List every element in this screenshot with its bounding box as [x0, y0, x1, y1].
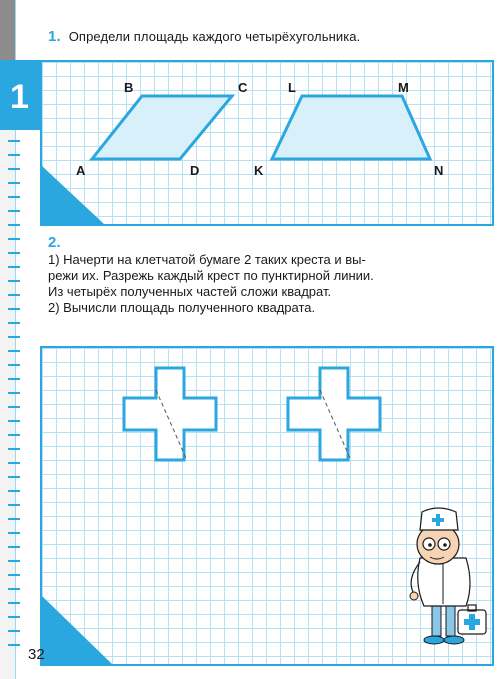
task-2-figures: [42, 348, 492, 664]
cross-shape-2: [288, 368, 380, 460]
task-2-line: Из четырёх полученных частей сложи квадрат.: [48, 284, 332, 299]
task-2-heading: [48, 234, 69, 251]
vertex-label-d: D: [190, 163, 200, 178]
margin-tick: [8, 518, 20, 520]
margin-tick: [8, 140, 20, 142]
margin-tick: [8, 504, 20, 506]
margin-tick: [8, 630, 20, 632]
task-1-heading: [48, 28, 360, 45]
margin-tick: [8, 364, 20, 366]
margin-tick: [8, 434, 20, 436]
margin-tick: [8, 168, 20, 170]
task-2-number: 2.: [48, 234, 61, 251]
margin-tab-gray: [0, 0, 15, 60]
vertex-label-a: A: [76, 163, 86, 178]
vertex-label-c: C: [238, 80, 248, 95]
margin-tick: [8, 294, 20, 296]
trapezoid-klmn: [272, 96, 430, 159]
task-2-line: 1) Начерти на клетчатой бумаге 2 таких креста и вы-: [48, 252, 366, 267]
margin-tick: [8, 560, 20, 562]
margin-tick: [8, 224, 20, 226]
margin-tick: [8, 546, 20, 548]
margin-tick: [8, 196, 20, 198]
task-1-figures: [42, 62, 492, 224]
margin-tick: [8, 448, 20, 450]
task-1-grid-frame: [40, 60, 494, 226]
margin-tick: [8, 490, 20, 492]
vertex-label-k: K: [254, 163, 264, 178]
cross-shape-1: [124, 368, 216, 460]
margin-tick: [8, 336, 20, 338]
task-2-grid-frame: [40, 346, 494, 666]
vertex-label-n: N: [434, 163, 444, 178]
margin-tick: [8, 420, 20, 422]
margin-tick: [8, 252, 20, 254]
margin-tick: [8, 588, 20, 590]
margin-tick: [8, 210, 20, 212]
margin-tick: [8, 182, 20, 184]
margin-tick: [8, 154, 20, 156]
corner-triangle: [42, 596, 112, 664]
first-aid-kit-icon: [458, 605, 486, 634]
margin-tick: [8, 238, 20, 240]
vertex-label-m: M: [398, 80, 409, 95]
margin-tick: [8, 532, 20, 534]
task-1-text: Определи площадь каждого четырёхугольника.: [68, 29, 361, 44]
margin-tick: [8, 308, 20, 310]
chapter-tab-number: 1: [10, 78, 29, 116]
task-1-number: 1.: [48, 28, 61, 45]
margin-tick: [8, 616, 20, 618]
margin-ticks: [8, 140, 22, 670]
task-2-text: [48, 252, 480, 316]
parallelogram-abcd: [92, 96, 232, 159]
margin-tick: [8, 406, 20, 408]
margin-tick: [8, 350, 20, 352]
margin-tick: [8, 574, 20, 576]
margin-tick: [8, 378, 20, 380]
margin-tick: [8, 602, 20, 604]
margin-tick: [8, 644, 20, 646]
vertex-label-b: B: [124, 80, 134, 95]
vertex-label-l: L: [288, 80, 296, 95]
page-number: 32: [28, 646, 45, 663]
margin-tick: [8, 476, 20, 478]
margin-tick: [8, 266, 20, 268]
task-2-line: 2) Вычисли площадь полученного квадрата.: [48, 300, 316, 315]
margin-tick: [8, 392, 20, 394]
task-2-line: режи их. Разрежь каждый крест по пунктирной линии.: [48, 268, 374, 283]
margin-tick: [8, 322, 20, 324]
corner-triangle: [42, 166, 104, 224]
margin-tick: [8, 280, 20, 282]
margin-tick: [8, 462, 20, 464]
